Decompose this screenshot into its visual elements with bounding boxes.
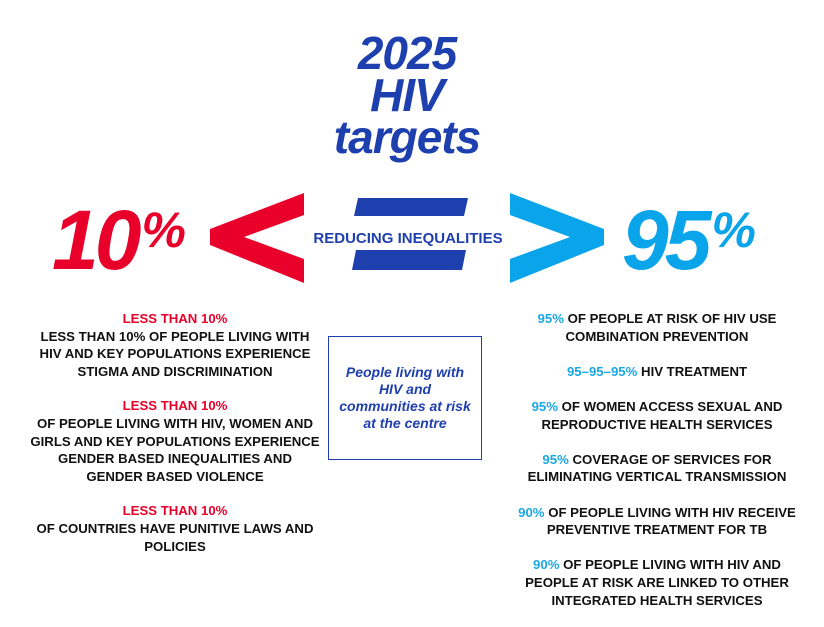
less-than-symbol — [206, 193, 306, 283]
right-target — [505, 310, 809, 345]
left-target — [30, 502, 320, 555]
left-target-text: OF COUNTRIES HAVE PUNITIVE LAWS AND POLICIES — [36, 520, 314, 554]
right-targets — [505, 310, 809, 627]
title-year: 2025 — [357, 27, 457, 79]
right-target-text: OF WOMEN ACCESS SEXUAL AND REPRODUCTIVE HEALTH SERVICES — [541, 398, 783, 432]
left-percent — [52, 185, 182, 285]
people-at-centre-text: People living with HIV and communities at risk at the centre — [339, 364, 471, 431]
left-targets — [30, 310, 320, 572]
right-percent — [622, 185, 752, 285]
left-percent-number: 10 — [52, 193, 138, 287]
greater-than-symbol — [508, 193, 608, 283]
right-percent-sign: % — [711, 202, 752, 258]
left-target — [30, 310, 320, 380]
right-target-highlight: 95% — [537, 311, 564, 326]
left-target-text: OF PEOPLE LIVING WITH HIV, WOMEN AND GIRLS AND KEY POPULATIONS EXPERIENCE GENDER BASED INEQUALITIES AND GENDER BASED VIOLENCE — [30, 415, 320, 484]
left-target-highlight: LESS THAN 10% — [122, 311, 228, 326]
left-target-highlight: LESS THAN 10% — [122, 398, 228, 414]
right-target-text: OF PEOPLE LIVING WITH HIV RECEIVE PREVENTIVE TREATMENT FOR TB — [544, 504, 796, 538]
right-target — [505, 363, 809, 381]
reducing-inequalities-label: REDUCING INEQUALITIES — [296, 228, 520, 250]
page-title — [312, 27, 502, 163]
right-target-highlight: 95–95–95% — [566, 363, 638, 379]
right-target-highlight: 90% — [533, 557, 560, 573]
left-target — [30, 397, 320, 485]
title-targets: targets — [333, 111, 481, 163]
left-target-text: LESS THAN 10% OF PEOPLE LIVING WITH HIV AND KEY POPULATIONS EXPERIENCE STIGMA AND DISCRIMINATION — [39, 328, 311, 379]
right-target — [505, 504, 809, 539]
right-target-highlight: 95% — [531, 398, 558, 414]
right-target — [505, 398, 809, 433]
right-target-text: COVERAGE OF SERVICES FOR ELIMINATING VERTICAL TRANSMISSION — [527, 451, 787, 485]
left-percent-sign: % — [141, 202, 182, 258]
people-at-centre-box — [328, 336, 482, 460]
right-percent-number: 95 — [622, 193, 708, 287]
right-target-highlight: 90% — [518, 504, 545, 520]
right-target-highlight: 95% — [542, 451, 569, 467]
title-hiv: HIV — [370, 69, 444, 121]
right-target-text: HIV TREATMENT — [637, 363, 748, 379]
right-target — [505, 556, 809, 609]
right-target-text: OF PEOPLE AT RISK OF HIV USE COMBINATION PREVENTION — [563, 311, 777, 344]
left-target-highlight: LESS THAN 10% — [122, 503, 228, 519]
right-target — [505, 451, 809, 486]
right-target-text: OF PEOPLE LIVING WITH HIV AND PEOPLE AT RISK ARE LINKED TO OTHER INTEGRATED HEALTH SERVICES — [525, 557, 789, 608]
